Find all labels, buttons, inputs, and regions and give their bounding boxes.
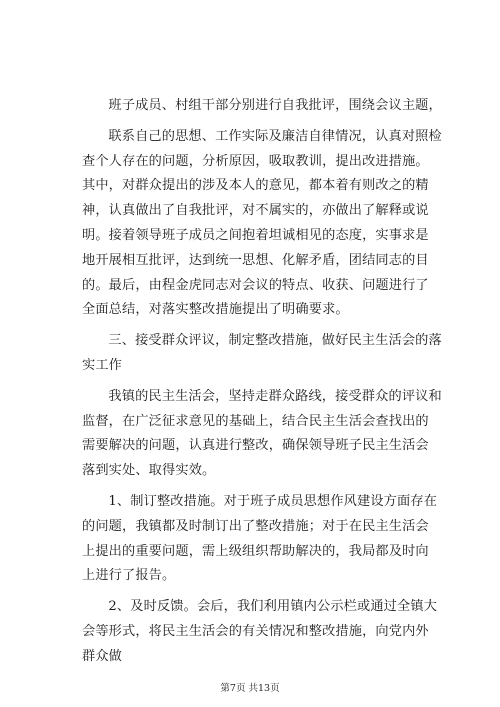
section-heading-3: 三、接受群众评议，制定整改措施，做好民主生活会的落实工作 — [82, 333, 442, 373]
paragraph-5: 2、及时反馈。会后，我们利用镇内公示栏或通过全镇大会等形式，将民主生活会的有关情况和整改措施，向党内外群众做 — [82, 599, 438, 664]
paragraph-3: 我镇的民主生活会，坚持走群众路线，接受群众的评议和监督，在广泛征求意见的基础上，结合民主生活会查找出的需要解决的问题，认真进行整改，确保领导班子民主生活会落到实处、取得实效。 — [82, 388, 442, 479]
paragraph-4: 1、制订整改措施。对于班子成员思想作风建设方面存在的问题，我镇都及时制订出了整改措施；对于在民主生活会上提出的重要问题，需上级组织帮助解决的，我局都及时向上进行了报告。 — [82, 493, 438, 584]
paragraph-1: 班子成员、村组干部分别进行自我批评，围绕会议主题， — [108, 98, 442, 113]
page-footer: 第7页 共13页 — [220, 683, 280, 694]
document-body — [82, 94, 442, 670]
paragraph-2: 联系自己的思想、工作实际及廉洁自律情况，认真对照检查个人存在的问题，分析原因，吸取教训，提出改进措施。其中，对群众提出的涉及本人的意见，都本着有则改之的精神，认真做出了自我批评，对不属实的，亦做出了解释或说明。接着领导班子成员之间抱着坦诚相见的态度，实事求是地开展相互批评，达到统一思想、化解矛盾，团结同志的目的。最后，由程金虎同志对会议的特点、收获、问题进行了全面总结，对落实整改措施提出了明确要求。 — [82, 128, 442, 318]
